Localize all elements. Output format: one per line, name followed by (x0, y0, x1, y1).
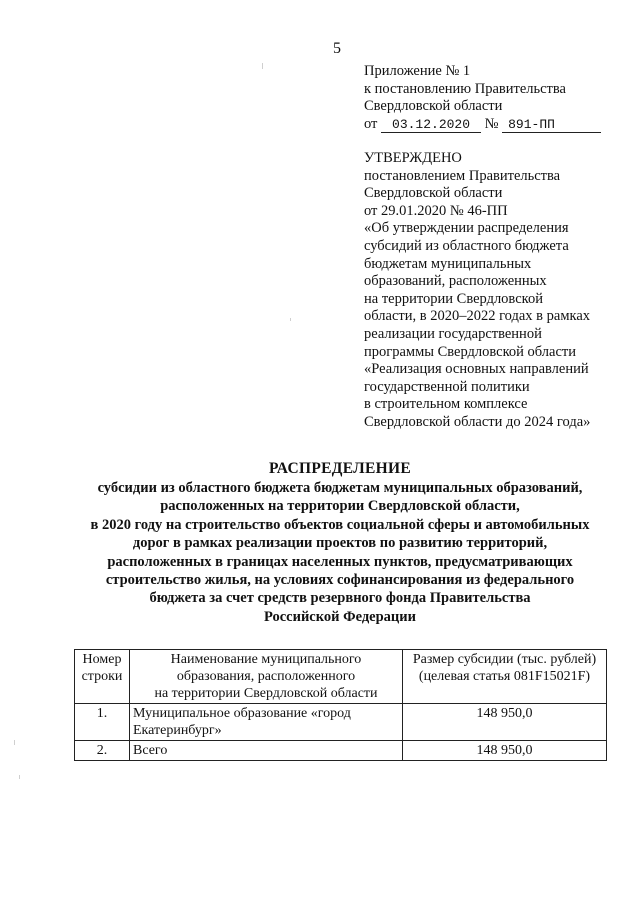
appendix-block (364, 63, 601, 133)
title-line: расположенных на территории Свердловской области, (160, 498, 520, 515)
page-number: 5 (333, 40, 341, 57)
title-line: бюджета за счет средств резервного фонда Правительства (149, 590, 531, 607)
row-number: 1. (75, 704, 130, 741)
approved-line: Свердловской области до 2024 года» (364, 413, 591, 430)
title-line: в 2020 году на строительство объектов социальной сферы и автомобильных (90, 516, 590, 533)
handwritten-number: 891-ПП (502, 117, 601, 133)
title-line: дорог в рамках реализации проектов по развитию территорий, (132, 535, 548, 552)
title-heading: РАСПРЕДЕЛЕНИЕ (269, 460, 411, 477)
approved-line: реализации государственной (364, 325, 542, 342)
approved-line: субсидий из областного бюджета (364, 237, 569, 254)
title-line: строительство жилья, на условиях софинансирования из федерального (105, 572, 575, 589)
header-text: образования, расположенного (176, 669, 356, 684)
row-amount: 148 950,0 (403, 704, 607, 741)
handwritten-date: 03.12.2020 (381, 117, 481, 133)
appendix-date-line (364, 116, 601, 134)
approved-line: государственной политики (364, 378, 530, 395)
approved-line: УТВЕРЖДЕНО (364, 150, 462, 166)
header-text: строки (81, 669, 123, 684)
title-line: Российской Федерации (263, 608, 416, 625)
header-row-number (75, 650, 130, 704)
title-line: расположенных в границах населенных пунктов, предусматривающих (107, 553, 573, 570)
row-amount: 148 950,0 (403, 741, 607, 761)
table-row (75, 704, 607, 741)
header-text: Номер (82, 652, 122, 667)
header-municipality (130, 650, 403, 704)
header-text: Размер субсидии (тыс. рублей) (412, 652, 597, 667)
row-municipality: Муниципальное образование «город Екатеринбург» (130, 704, 403, 741)
approved-line: от 29.01.2020 № 46-ПП (364, 202, 508, 219)
approved-line: бюджетам муниципальных (364, 255, 532, 272)
appendix-line: Приложение № 1 (364, 63, 471, 79)
table-header-row (75, 650, 607, 704)
appendix-line: Свердловской области (364, 98, 503, 115)
number-label: № (484, 115, 499, 132)
row-municipality: Всего (130, 741, 403, 761)
approved-line: образований, расположенных (364, 273, 547, 290)
approved-block (364, 150, 590, 432)
approved-line: «Реализация основных направлений (364, 361, 589, 378)
header-text: на территории Свердловской области (154, 686, 378, 701)
header-text: Наименование муниципального (170, 652, 362, 667)
document-title (70, 459, 610, 626)
scan-speck (19, 775, 20, 779)
approved-line: Свердловской области (364, 185, 503, 202)
approved-line: на территории Свердловской (364, 290, 543, 307)
title-line: субсидии из областного бюджета бюджетам муниципальных образований, (97, 480, 583, 496)
approved-line: «Об утверждении распределения (364, 220, 569, 237)
from-label: от (364, 115, 378, 132)
approved-line: области, в 2020–2022 годах в рамках (364, 308, 591, 325)
scan-speck (262, 63, 263, 69)
approved-line: в строительном комплексе (364, 396, 528, 413)
subsidy-table (74, 649, 607, 761)
approved-line: программы Свердловской области (364, 343, 577, 360)
header-subsidy-amount (403, 650, 607, 704)
approved-line: постановлением Правительства (364, 167, 561, 184)
appendix-line: к постановлению Правительства (364, 80, 566, 97)
row-number: 2. (75, 741, 130, 761)
scan-speck (14, 740, 15, 745)
scan-speck (290, 318, 291, 321)
header-text: (целевая статья 081F15021F) (418, 669, 591, 684)
table-row (75, 741, 607, 761)
